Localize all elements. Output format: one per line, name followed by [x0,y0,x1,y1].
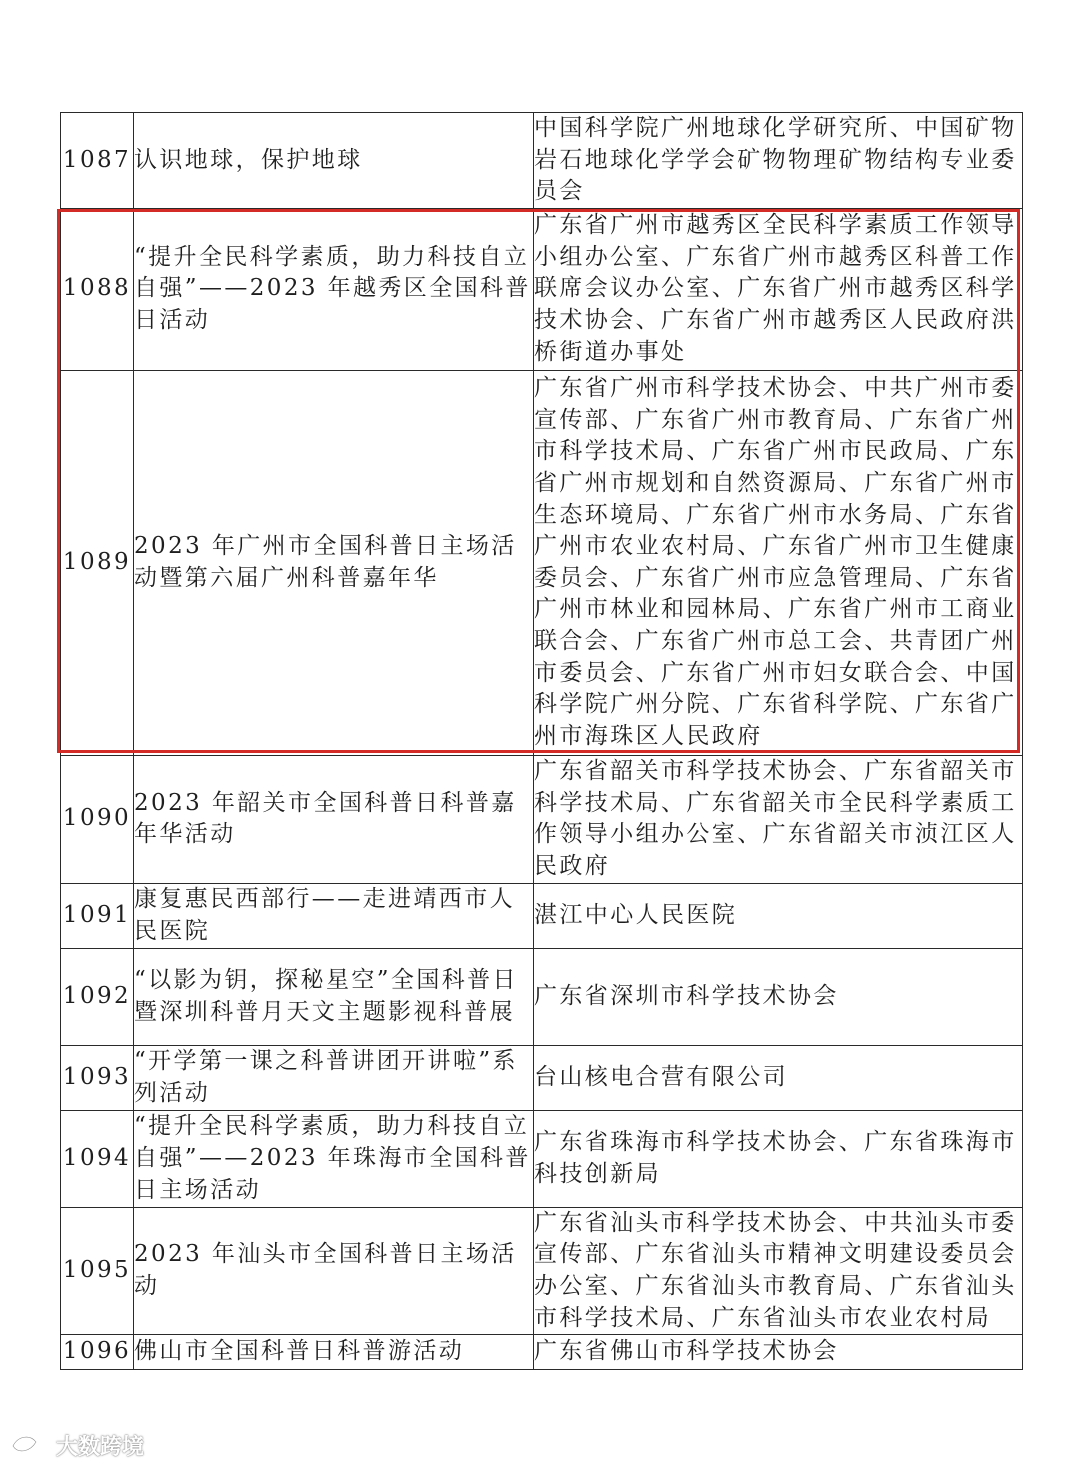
organizer-list: 广东省佛山市科学技术协会 [534,1335,1023,1370]
activity-name: “开学第一课之科普讲团开讲啦”系列活动 [134,1045,534,1110]
activity-name: 佛山市全国科普日科普游活动 [134,1335,534,1370]
table-row [61,883,1023,948]
watermark [10,1428,144,1462]
row-number: 1089 [61,370,134,755]
table-row [61,113,1023,209]
organizer-list: 广东省广州市越秀区全民科学素质工作领导小组办公室、广东省广州市越秀区科普工作联席会议办公室、广东省广州市越秀区科学技术协会、广东省广州市越秀区人民政府洪桥街道办事处 [534,208,1023,370]
organizer-table [60,112,1023,1370]
activity-name: 2023 年韶关市全国科普日科普嘉年华活动 [134,755,534,883]
table-row [61,1207,1023,1334]
activity-name: 2023 年广州市全国科普日主场活动暨第六届广州科普嘉年华 [134,370,534,755]
organizer-list: 台山核电合营有限公司 [534,1045,1023,1110]
watermark-text: 大数跨境 [56,1434,145,1460]
activity-name: 2023 年汕头市全国科普日主场活动 [134,1207,534,1334]
row-number: 1093 [61,1045,134,1110]
table-row [61,1335,1023,1370]
row-number: 1088 [61,208,134,370]
row-number: 1087 [61,113,134,209]
activity-name: “提升全民科学素质，助力科技自立自强”——2023 年珠海市全国科普日主场活动 [134,1110,534,1207]
row-number: 1091 [61,883,134,948]
table-row [61,1110,1023,1207]
organizer-list: 广东省韶关市科学技术协会、广东省韶关市科学技术局、广东省韶关市全民科学素质工作领导小组办公室、广东省韶关市浈江区人民政府 [534,755,1023,883]
activity-name: “提升全民科学素质，助力科技自立自强”——2023 年越秀区全国科普日活动 [134,208,534,370]
table-row [61,208,1023,370]
activity-name: 认识地球，保护地球 [134,113,534,209]
row-number: 1096 [61,1335,134,1370]
organizer-list: 广东省珠海市科学技术协会、广东省珠海市科技创新局 [534,1110,1023,1207]
table-row [61,1045,1023,1110]
organizer-list: 广东省广州市科学技术协会、中共广州市委宣传部、广东省广州市教育局、广东省广州市科学技术局、广东省广州市民政局、广东省广州市规划和自然资源局、广东省广州市生态环境局、广东省广州市水务局、广东省广州市农业农村局、广东省广州市卫生健康委员会、广东省广州市应急管理局、广东省广州市林业和园林局、广东省广州市工商业联合会、广东省广州市总工会、共青团广州市委员会、广东省广州市妇女联合会、中国科学院广州分院、广东省科学院、广东省广州市海珠区人民政府 [534,370,1023,755]
weibo-eye-logo-icon [10,1432,50,1458]
row-number: 1095 [61,1207,134,1334]
activity-name: 康复惠民西部行——走进靖西市人民医院 [134,883,534,948]
table-row [61,370,1023,755]
organizer-list: 中国科学院广州地球化学研究所、中国矿物岩石地球化学学会矿物物理矿物结构专业委员会 [534,113,1023,209]
row-number: 1092 [61,948,134,1045]
row-number: 1090 [61,755,134,883]
table-row [61,755,1023,883]
organizer-list: 广东省汕头市科学技术协会、中共汕头市委宣传部、广东省汕头市精神文明建设委员会办公室、广东省汕头市教育局、广东省汕头市科学技术局、广东省汕头市农业农村局 [534,1207,1023,1334]
activity-name: “以影为钥，探秘星空”全国科普日暨深圳科普月天文主题影视科普展 [134,948,534,1045]
row-number: 1094 [61,1110,134,1207]
table-row [61,948,1023,1045]
organizer-list: 湛江中心人民医院 [534,883,1023,948]
organizer-list: 广东省深圳市科学技术协会 [534,948,1023,1045]
